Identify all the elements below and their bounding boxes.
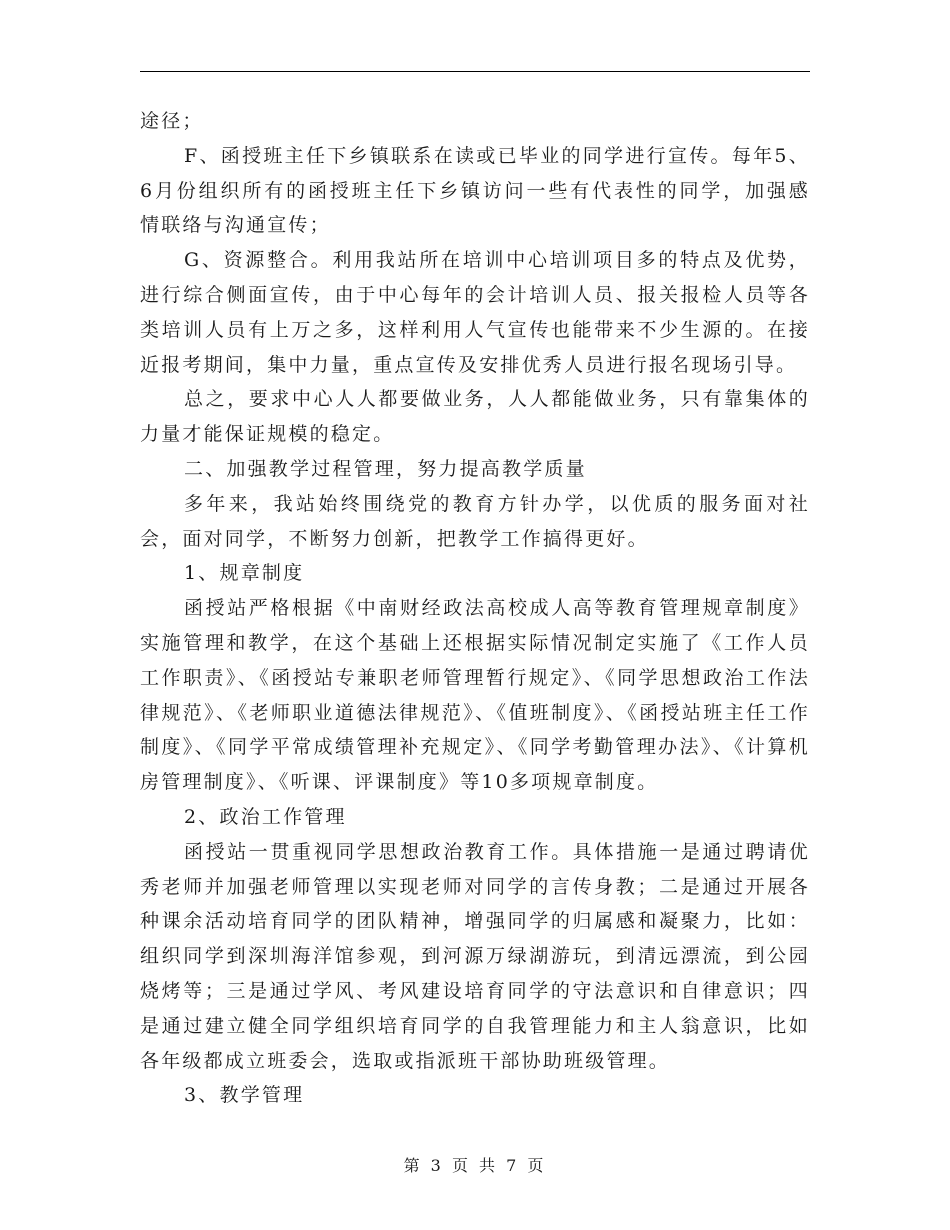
paragraph-1: 途径； — [140, 110, 204, 132]
document-body — [140, 104, 810, 1113]
subheading-1: 1、规章制度 — [184, 562, 305, 585]
paragraph-6: 函授站严格根据《中南财经政法高校成人高等教育管理规章制度》实施管理和教学，在这个基础上还根据实际情况制定实施了《工作人员工作职责》、《函授站专兼职老师管理暂行规定》、《同学思想政治工作法律规范》、《老师职业道德法律规范》、《值班制度》、《函授站班主任工作制度》、《同学平常成绩管理补充规定》、《同学考勤管理办法》、《计算机房管理制度》、《听课、评课制度》等10多项规章制度。 — [140, 597, 810, 794]
paragraph-2: F、函授班主任下乡镇联系在读或已毕业的同学进行宣传。每年5、6月份组织所有的函授班主任下乡镇访问一些有代表性的同学，加强感情联络与沟通宣传； — [140, 144, 810, 237]
page-footer: 第 3 页 共 7 页 — [403, 1156, 547, 1175]
subheading-3: 3、教学管理 — [184, 1084, 305, 1107]
header-rule — [140, 71, 810, 72]
paragraph-7: 函授站一贯重视同学思想政治教育工作。具体措施一是通过聘请优秀老师并加强老师管理以实现老师对同学的言传身教；二是通过开展各种课余活动培育同学的团队精神，增强同学的归属感和凝聚力，比如：组织同学到深圳海洋馆参观，到河源万绿湖游玩，到清远漂流，到公园烧烤等；三是通过学风、考风建设培育同学的守法意识和自律意识；四是通过建立健全同学组织培育同学的自我管理能力和主人翁意识，比如各年级都成立班委会，选取或指派班干部协助班级管理。 — [140, 840, 810, 1072]
paragraph-3: G、资源整合。利用我站所在培训中心培训项目多的特点及优势，进行综合侧面宣传，由于中心每年的会计培训人员、报关报检人员等各类培训人员有上万之多，这样利用人气宣传也能带来不少生源的。在接近报考期间，集中力量，重点宣传及安排优秀人员进行报名现场引导。 — [140, 249, 810, 376]
subheading-2: 2、政治工作管理 — [184, 805, 347, 828]
paragraph-5: 多年来，我站始终围绕党的教育方针办学，以优质的服务面对社会，面对同学，不断努力创新，把教学工作搞得更好。 — [140, 492, 810, 550]
section-heading-2: 二、加强教学过程管理，努力提高教学质量 — [184, 457, 587, 480]
paragraph-4: 总之，要求中心人人都要做业务，人人都能做业务，只有靠集体的力量才能保证规模的稳定。 — [140, 388, 810, 446]
